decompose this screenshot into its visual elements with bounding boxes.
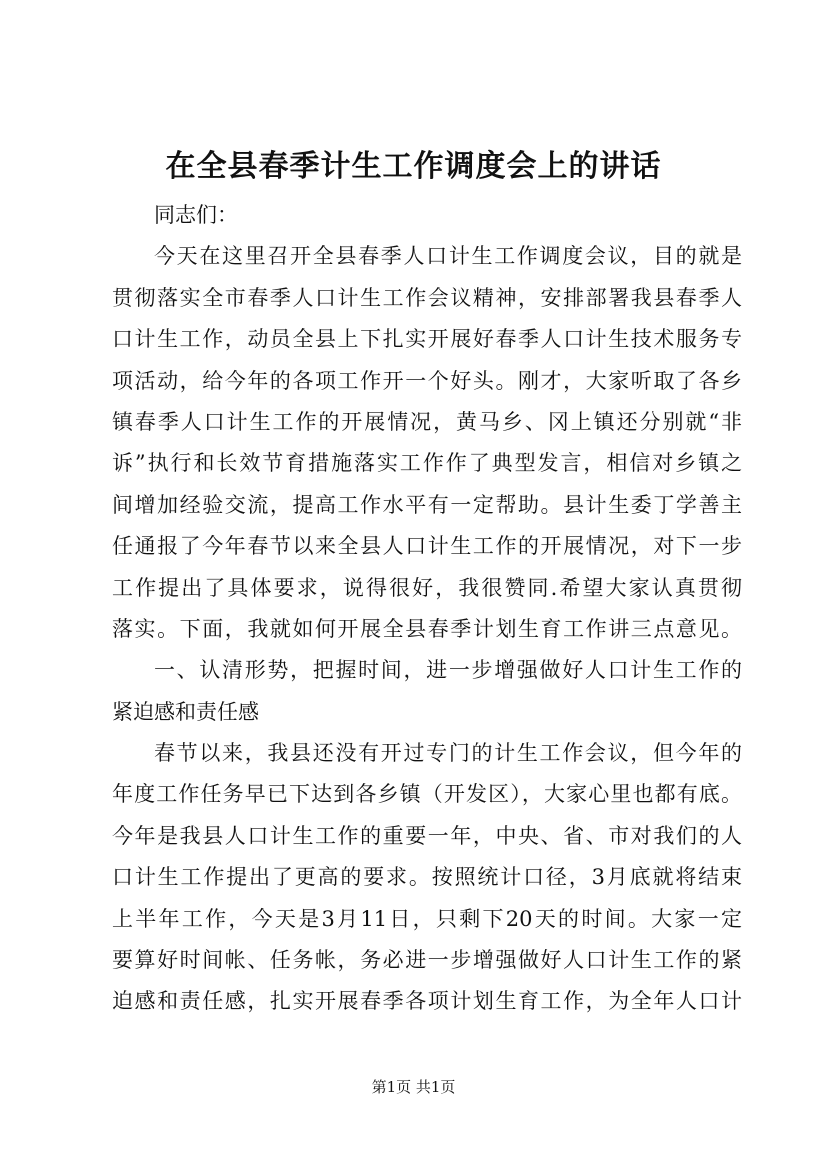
body-line: 今天在这里召开全县春季人口计生工作调度会议，目的就是 bbox=[154, 244, 742, 269]
body-line: 间增加经验交流，提高工作水平有一定帮助。县计生委丁学善主 bbox=[112, 492, 742, 517]
body-line: 要算好时间帐、任务帐，务必进一步增强做好人口计生工作的紧 bbox=[112, 948, 742, 973]
body-line: 口计生工作提出了更高的要求。按照统计口径，3月底就将结束 bbox=[112, 865, 742, 890]
body-line: 迫感和责任感，扎实开展春季各项计划生育工作，为全年人口计 bbox=[112, 989, 742, 1014]
body-line: 贯彻落实全市春季人口计生工作会议精神，安排部署我县春季人 bbox=[112, 285, 742, 310]
body-line: 同志们： bbox=[154, 203, 238, 227]
document-title: 在全县春季计生工作调度会上的讲话 bbox=[165, 149, 662, 184]
body-line: 任通报了今年春节以来全县人口计生工作的开展情况，对下一步 bbox=[112, 534, 742, 559]
body-line: 今年是我县人口计生工作的重要一年，中央、省、市对我们的人 bbox=[112, 823, 742, 848]
body-line: 镇春季人口计生工作的开展情况，黄马乡、冈上镇还分别就“非 bbox=[112, 409, 742, 434]
body-line: 春节以来，我县还没有开过专门的计生工作会议，但今年的 bbox=[154, 741, 742, 766]
body-line: 紧迫感和责任感 bbox=[112, 699, 259, 724]
document-body bbox=[112, 195, 742, 1023]
body-line: 年度工作任务早已下达到各乡镇（开发区），大家心里也都有底。 bbox=[112, 782, 742, 807]
body-line: 落实。下面，我就如何开展全县春季计划生育工作讲三点意见。 bbox=[112, 616, 742, 641]
page-footer: 第1页 共1页 bbox=[371, 1078, 456, 1096]
body-line: 项活动，给今年的各项工作开一个好头。刚才，大家听取了各乡 bbox=[112, 368, 742, 393]
body-line: 工作提出了具体要求，说得很好，我很赞同.希望大家认真贯彻 bbox=[112, 575, 742, 600]
body-line: 上半年工作，今天是3月11日，只剩下20天的时间。大家一定 bbox=[112, 906, 742, 931]
body-line: 一、认清形势，把握时间，进一步增强做好人口计生工作的 bbox=[154, 658, 742, 683]
body-line: 诉”执行和长效节育措施落实工作作了典型发言，相信对乡镇之 bbox=[112, 451, 742, 476]
body-line: 口计生工作，动员全县上下扎实开展好春季人口计生技术服务专 bbox=[112, 327, 742, 352]
